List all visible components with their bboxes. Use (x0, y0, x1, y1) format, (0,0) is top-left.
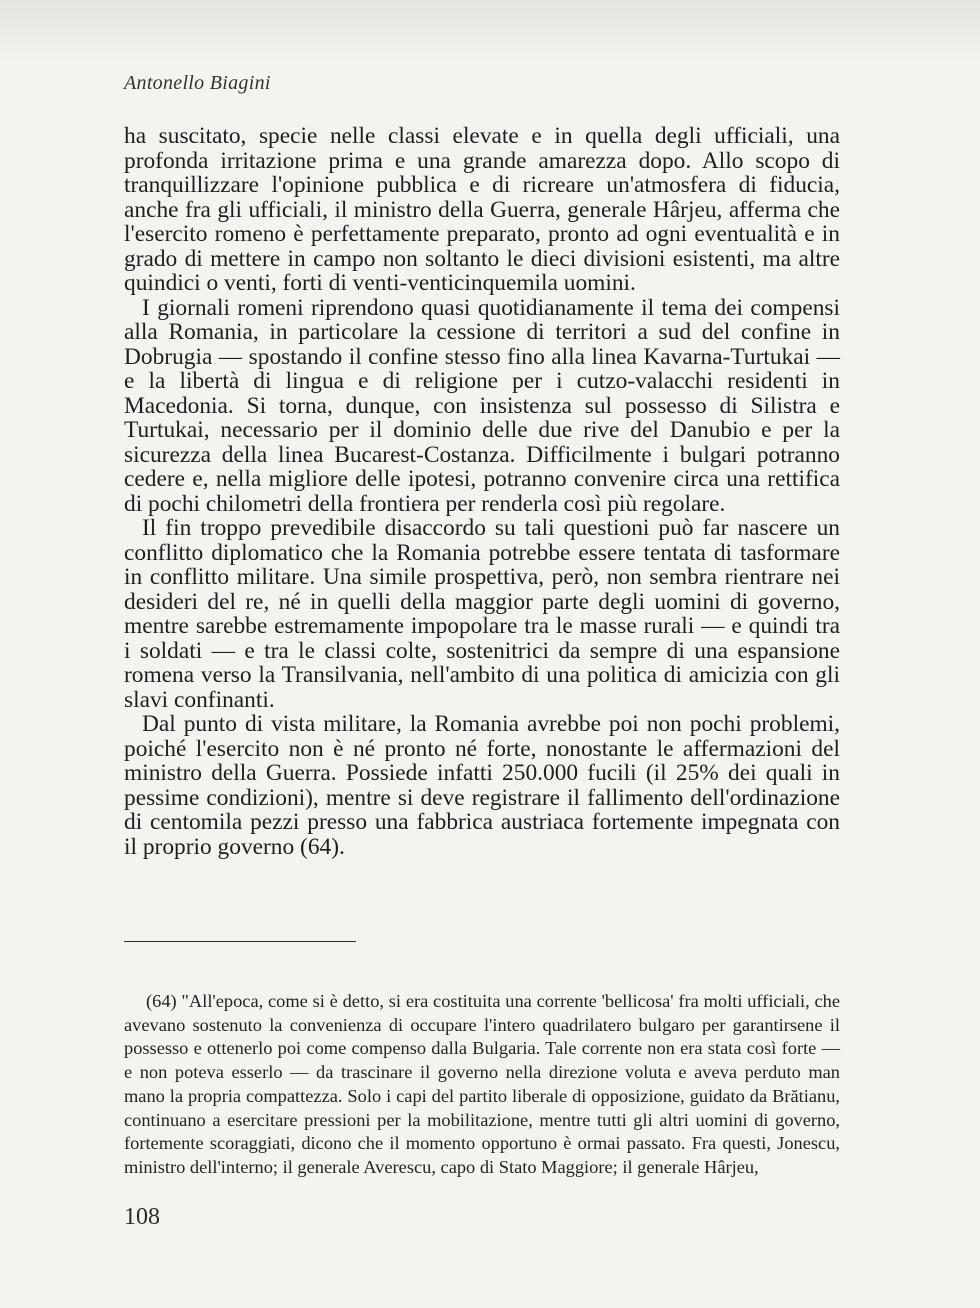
footnote-separator (124, 941, 356, 942)
body-text (124, 124, 840, 859)
footnote-64: (64) "All'epoca, come si è detto, si era costituita una corrente 'bellicosa' fra molti ufficiali, che avevano sostenuto la convenienza di occupare l'intero quadrilatero bulgaro per garantirsene il possesso e ottenerlo poi come compenso dalla Bulgaria. Tale corrente non era stata così forte — e non poteva esserlo — da trascinare il governo nella direzione voluta e aveva perduto man mano la propria compattezza. Solo i capi del partito liberale di opposizione, guidato da Brătianu, continuano a esercitare pressioni per la mobilitazione, mentre tutti gli altri uomini di governo, fortemente scoraggiati, dicono che il momento opportuno è ormai passato. Fra questi, Jonescu, ministro dell'interno; il generale Averescu, capo di Stato Maggiore; il generale Hârjeu, (124, 991, 840, 1177)
running-head-author: Antonello Biagini (124, 72, 271, 94)
page-number: 108 (124, 1204, 160, 1230)
footnotes (124, 990, 840, 1180)
paragraph-4: Dal punto di vista militare, la Romania avrebbe poi non pochi problemi, poiché l'esercito non è né pronto né forte, nonostante le affermazioni del ministro della Guerra. Possiede infatti 250.000 fucili (il 25% dei quali in pessime condizioni), mentre si deve registrare il fallimento dell'ordinazione di centomila pezzi presso una fabbrica austriaca fortemente impegnata con il proprio governo (64). (124, 711, 840, 860)
paragraph-3: Il fin troppo prevedibile disaccordo su tali questioni può far nascere un conflitto diplomatico che la Romania potrebbe essere tentata di tasformare in conflitto militare. Una simile prospettiva, però, non sembra rientrare nei desideri del re, né in quelli della maggior parte degli uomini di governo, mentre sarebbe estremamente impopolare tra le masse rurali — e quindi tra i soldati — e tra le classi colte, sostenitrici da sempre di una espansione romena verso la Transilvania, nell'ambito di una politica di amicizia con gli slavi confinanti. (124, 515, 840, 713)
paragraph-1: ha suscitato, specie nelle classi elevate e in quella degli ufficiali, una profonda irritazione prima e una grande amarezza dopo. Allo scopo di tranquillizzare l'opinione pubblica e di ricreare un'atmosfera di fiducia, anche fra gli ufficiali, il ministro della Guerra, generale Hârjeu, afferma che l'esercito romeno è perfettamente preparato, pronto ad ogni eventualità e in grado di mettere in campo non soltanto le dieci divisioni esistenti, ma altre quindici o venti, forti di venti-venticinquemila uomini. (124, 123, 840, 296)
paragraph-2: I giornali romeni riprendono quasi quotidianamente il tema dei compensi alla Romania, in particolare la cessione di territori a sud del confine in Dobrugia — spostando il confine stesso fino alla linea Kavarna-Turtukai — e la libertà di lingua e di religione per i cutzo-valacchi residenti in Macedonia. Si torna, dunque, con insistenza sul possesso di Silistra e Turtukai, necessario per il dominio delle due rive del Danubio e per la sicurezza della linea Bucarest-Costanza. Difficilmente i bulgari potranno cedere e, nella migliore delle ipotesi, potranno convenire circa una rettifica di pochi chilometri della frontiera per renderla così più regolare. (124, 294, 840, 517)
